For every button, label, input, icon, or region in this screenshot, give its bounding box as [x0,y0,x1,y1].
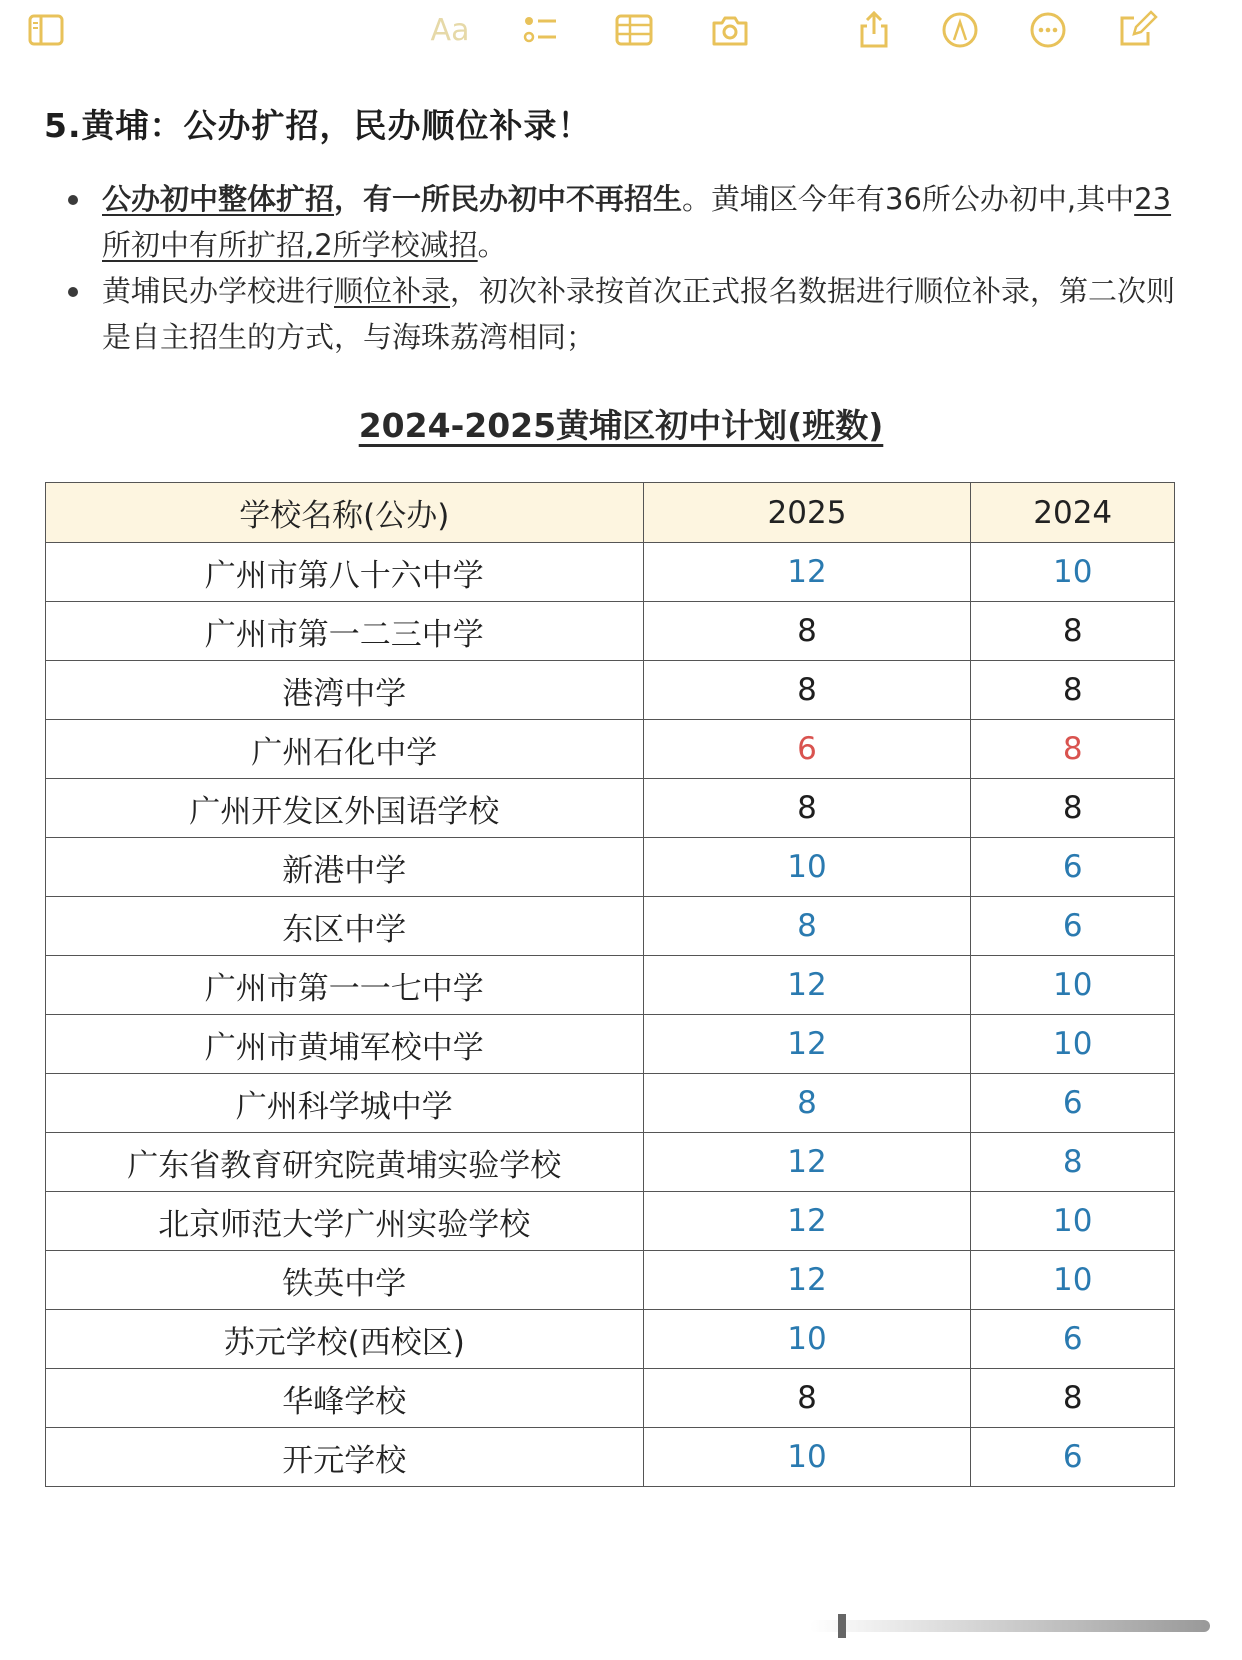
classes-2024-cell: 10 [971,1251,1175,1310]
classes-2024-cell: 8 [971,602,1175,661]
body-text: 。 [477,228,507,262]
school-name-cell: 广州石化中学 [46,720,644,779]
table-row [46,779,1175,838]
classes-2024-cell: 10 [971,956,1175,1015]
classes-2024-cell: 6 [971,897,1175,956]
classes-2025-cell: 8 [643,779,971,838]
note-heading: 5.黄埔：公办扩招，民办顺位补录！ [44,106,592,145]
table-row [46,897,1175,956]
classes-2025-cell: 10 [643,1310,971,1369]
classes-2024-cell: 8 [971,1133,1175,1192]
header-2024: 2024 [971,483,1175,543]
classes-2025-cell: 12 [643,1015,971,1074]
classes-2024-cell: 10 [971,543,1175,602]
compose-icon[interactable] [1116,10,1160,50]
classes-2025-cell: 12 [643,1133,971,1192]
classes-2025-cell: 12 [643,1192,971,1251]
school-name-cell: 东区中学 [46,897,644,956]
table-title: 2024-2025黄埔区初中计划(班数) [358,406,884,445]
classes-2025-cell: 8 [643,1369,971,1428]
home-indicator-icon [790,1610,1220,1640]
markup-icon[interactable] [938,10,982,50]
classes-2025-cell: 6 [643,720,971,779]
bold-text: ，有一所民办初中不再招生 [334,182,683,216]
school-name-cell: 广州科学城中学 [46,1074,644,1133]
underlined-text: 23所初中有所扩招,2所学校减招 [102,182,1172,262]
checklist-icon[interactable] [518,10,562,50]
table-row [46,1428,1175,1487]
body-text: ，初次补录按首次正式报名数据进行顺位补录，第二次则是自主招生的方式，与海珠荔湾相同； [102,274,1176,354]
underlined-text: 顺位补录 [334,274,451,308]
school-name-cell: 广州市第一二三中学 [46,602,644,661]
table-row [46,720,1175,779]
classes-2025-cell: 8 [643,602,971,661]
school-name-cell: 广州市黄埔军校中学 [46,1015,644,1074]
table-header-row [46,483,1175,543]
classes-2024-cell: 8 [971,1369,1175,1428]
classes-2024-cell: 6 [971,1074,1175,1133]
school-name-cell: 港湾中学 [46,661,644,720]
sidebar-icon[interactable] [24,10,68,50]
school-name-cell: 苏元学校(西校区) [46,1310,644,1369]
classes-2025-cell: 12 [643,956,971,1015]
table-row [46,838,1175,897]
school-name-cell: 铁英中学 [46,1251,644,1310]
classes-2024-cell: 6 [971,1310,1175,1369]
table-row [46,661,1175,720]
school-name-cell: 华峰学校 [46,1369,644,1428]
table-row [46,1369,1175,1428]
school-name-cell: 广州市第一一七中学 [46,956,644,1015]
classes-2024-cell: 10 [971,1015,1175,1074]
classes-2025-cell: 8 [643,897,971,956]
notes-toolbar [0,0,1242,62]
classes-2025-cell: 8 [643,661,971,720]
table-row [46,1251,1175,1310]
classes-2024-cell: 8 [971,720,1175,779]
list-item [68,176,1188,268]
table-icon[interactable] [612,10,656,50]
school-name-cell: 广州开发区外国语学校 [46,779,644,838]
school-name-cell: 北京师范大学广州实验学校 [46,1192,644,1251]
table-row [46,1192,1175,1251]
classes-2024-cell: 8 [971,779,1175,838]
school-name-cell: 广东省教育研究院黄埔实验学校 [46,1133,644,1192]
classes-2025-cell: 12 [643,543,971,602]
body-text: 黄埔民办学校进行 [102,274,335,308]
text-format-icon[interactable]: Aa [430,12,470,48]
table-row [46,1074,1175,1133]
school-name-cell: 广州市第八十六中学 [46,543,644,602]
classes-2025-cell: 10 [643,838,971,897]
table-row [46,1310,1175,1369]
underlined-bold-text: 公办初中整体扩招 [102,182,335,216]
classes-2024-cell: 6 [971,838,1175,897]
classes-2025-cell: 8 [643,1074,971,1133]
bullet-list [68,176,1188,360]
body-text: 。黄埔区今年有36所公办初中,其中 [682,182,1135,216]
more-icon[interactable] [1026,10,1070,50]
school-plan-table [45,482,1175,1487]
school-name-cell: 新港中学 [46,838,644,897]
school-name-cell: 开元学校 [46,1428,644,1487]
classes-2025-cell: 12 [643,1251,971,1310]
header-2025: 2025 [643,483,971,543]
table-row [46,602,1175,661]
table-row [46,543,1175,602]
table-row [46,956,1175,1015]
table-row [46,1133,1175,1192]
table-row [46,1015,1175,1074]
list-item [68,268,1188,360]
header-school-name: 学校名称(公办) [46,483,644,543]
camera-icon[interactable] [708,10,752,50]
classes-2024-cell: 10 [971,1192,1175,1251]
share-icon[interactable] [852,10,896,50]
classes-2024-cell: 6 [971,1428,1175,1487]
classes-2024-cell: 8 [971,661,1175,720]
classes-2025-cell: 10 [643,1428,971,1487]
